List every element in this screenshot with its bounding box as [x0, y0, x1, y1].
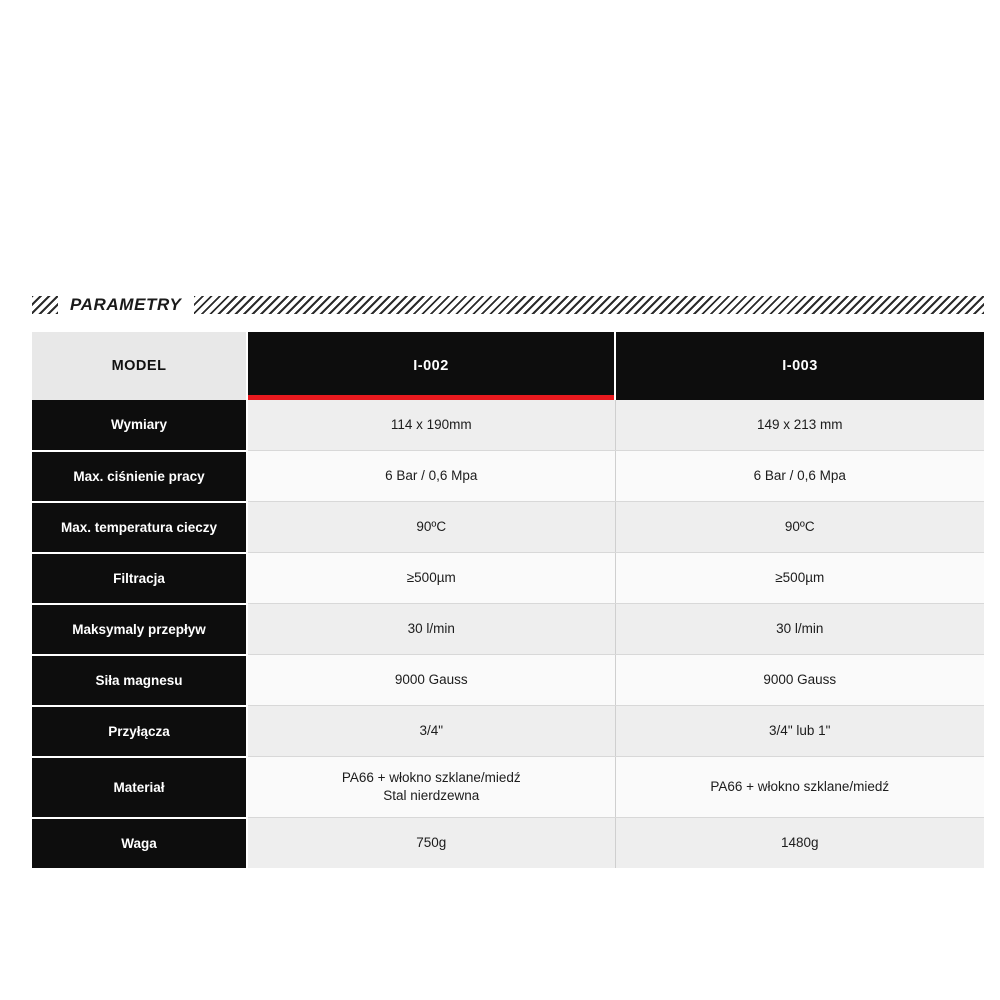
row-label: Siła magnesu	[32, 655, 247, 706]
table-row	[32, 818, 984, 869]
row-value-cell	[615, 604, 984, 655]
value-line: Stal nierdzewna	[383, 788, 480, 803]
table-row	[32, 655, 984, 706]
value-line: 3/4" lub 1"	[769, 722, 831, 738]
value-line: 9000 Gauss	[394, 671, 468, 687]
row-value-cell	[247, 655, 615, 706]
value-line: 1480g	[780, 834, 819, 850]
row-value-cell	[247, 400, 615, 451]
value-line: 9000 Gauss	[763, 671, 837, 687]
value-line: ≥500µm	[406, 569, 456, 585]
section-title: PARAMETRY	[70, 295, 182, 314]
hatch-pattern-right	[194, 296, 984, 314]
hatch-pattern-left	[32, 296, 58, 314]
table-row	[32, 553, 984, 604]
section-header	[32, 292, 984, 318]
value-line: 149 x 213 mm	[756, 416, 843, 432]
table-header-row	[32, 332, 984, 400]
row-value-cell	[247, 502, 615, 553]
row-value-cell	[615, 706, 984, 757]
row-label: Filtracja	[32, 553, 247, 604]
value-line: 90ºC	[784, 518, 815, 534]
row-value-cell	[615, 451, 984, 502]
value-line: 750g	[416, 834, 447, 850]
table-row	[32, 604, 984, 655]
row-label: Waga	[32, 818, 247, 869]
row-value-cell	[615, 757, 984, 818]
row-value-cell	[247, 706, 615, 757]
table-row	[32, 706, 984, 757]
row-value-cell	[247, 604, 615, 655]
value-line: ≥500µm	[775, 569, 825, 585]
row-value-cell	[247, 451, 615, 502]
header-cell-model: MODEL	[32, 332, 247, 400]
row-value-cell	[247, 757, 615, 818]
table-row	[32, 451, 984, 502]
row-label: Max. ciśnienie pracy	[32, 451, 247, 502]
row-value-cell	[247, 553, 615, 604]
row-value-cell	[615, 655, 984, 706]
value-line: PA66 + włokno szklane/miedź	[341, 769, 521, 785]
header-cell-model-i003: I-003	[615, 332, 984, 400]
row-value-cell	[615, 818, 984, 869]
value-line: 6 Bar / 0,6 Mpa	[385, 467, 478, 483]
row-value-cell	[247, 818, 615, 869]
value-line: 3/4"	[419, 722, 444, 738]
row-label: Wymiary	[32, 400, 247, 451]
value-line: 6 Bar / 0,6 Mpa	[753, 467, 846, 483]
table-row	[32, 400, 984, 451]
row-label: Przyłącza	[32, 706, 247, 757]
row-value-cell	[615, 400, 984, 451]
value-line: 90ºC	[416, 518, 447, 534]
parameters-table	[32, 332, 984, 868]
parameters-table-body	[32, 332, 984, 868]
parameters-table-wrapper	[32, 332, 984, 868]
row-label: Max. temperatura cieczy	[32, 502, 247, 553]
value-line: 114 x 190mm	[390, 416, 472, 432]
table-row	[32, 502, 984, 553]
row-label: Materiał	[32, 757, 247, 818]
row-label: Maksymaly przepływ	[32, 604, 247, 655]
row-value-cell	[615, 553, 984, 604]
value-line: PA66 + włokno szklane/miedź	[710, 778, 890, 794]
table-row	[32, 757, 984, 818]
header-cell-model-i002: I-002	[247, 332, 615, 400]
value-line: 30 l/min	[776, 620, 824, 636]
row-value-cell	[615, 502, 984, 553]
value-line: 30 l/min	[407, 620, 455, 636]
